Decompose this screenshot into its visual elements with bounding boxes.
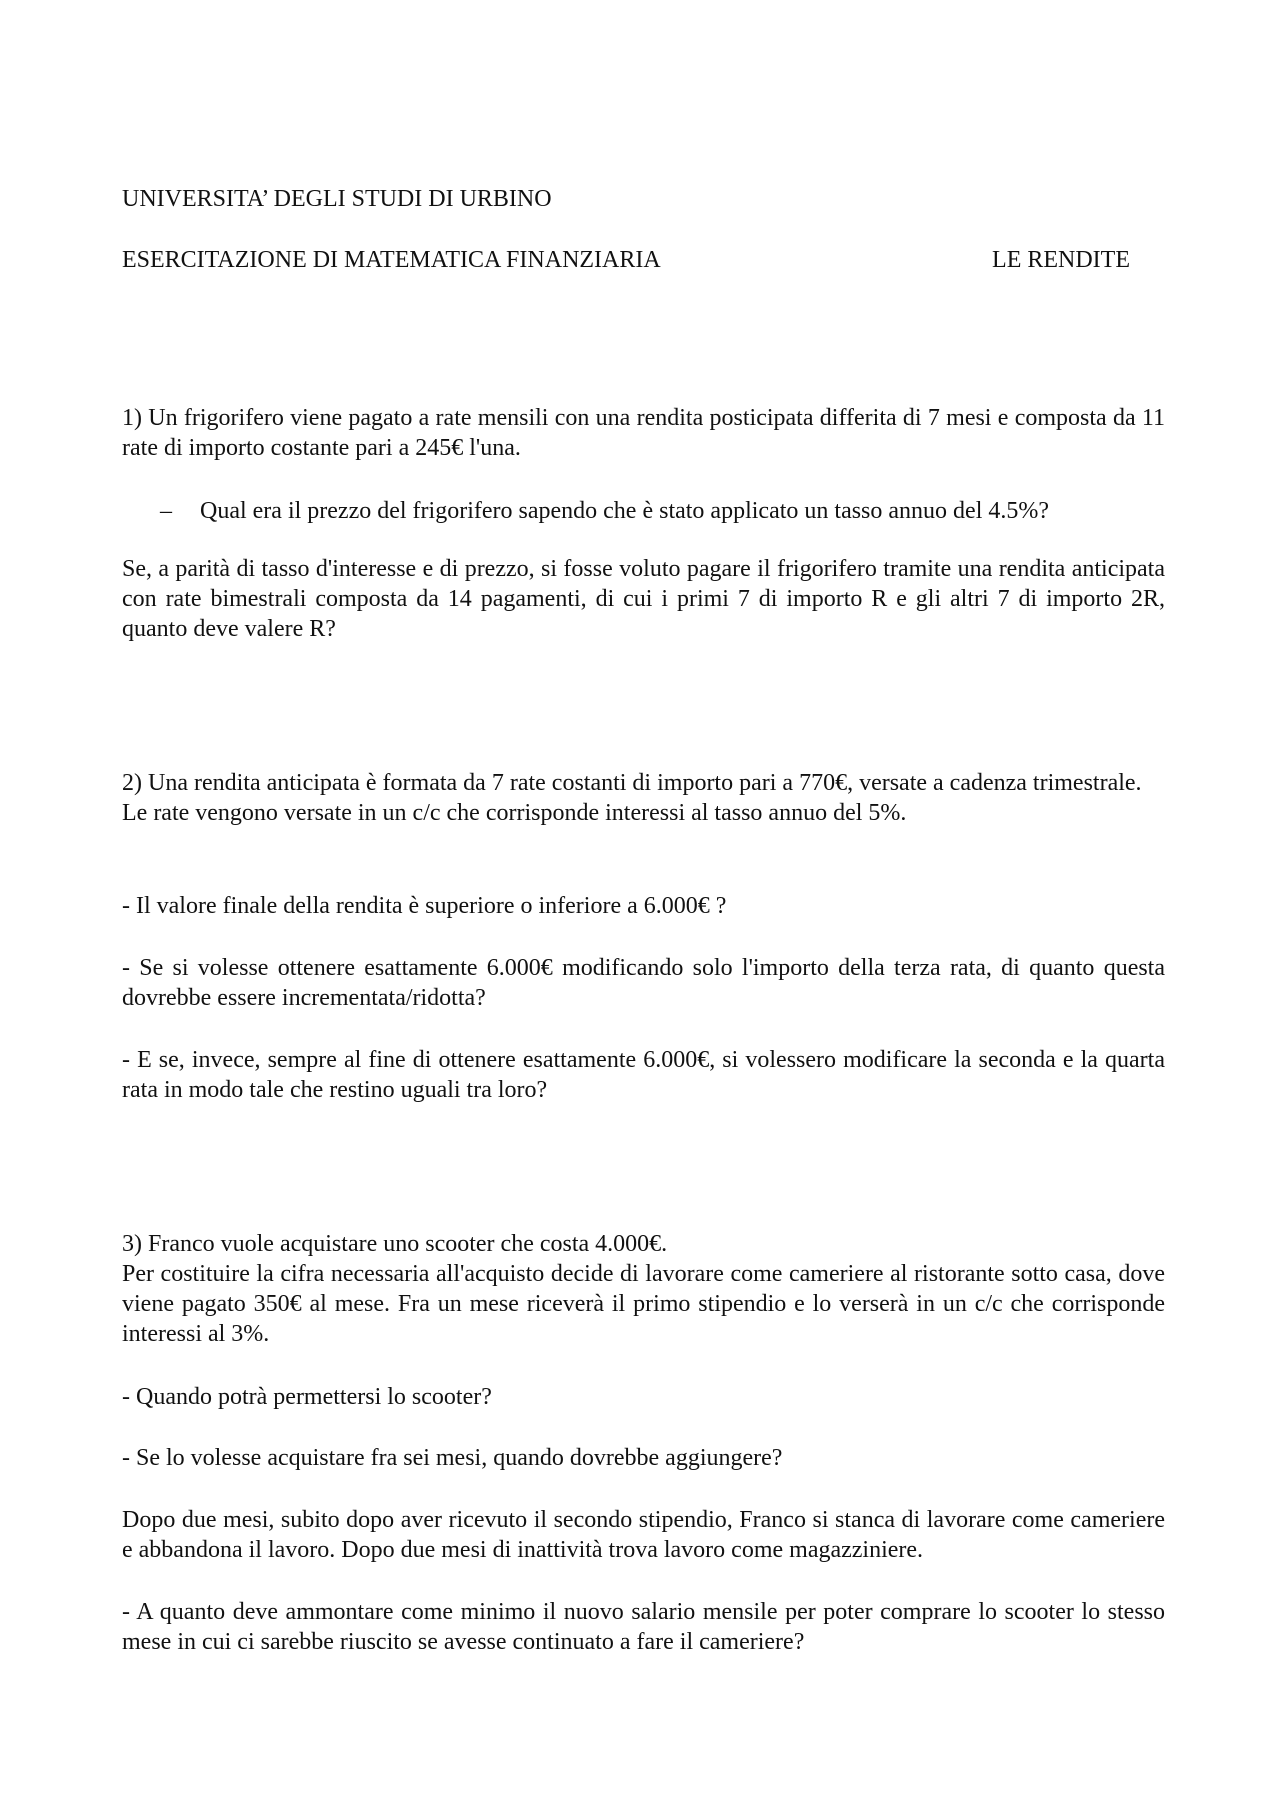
exercise-2-intro-rate-text: Le rate vengono versate in un c/c che corrisponde interessi al tasso annuo del 5%.: [122, 800, 907, 826]
course-title-line: [122, 245, 1165, 275]
university-name: UNIVERSITA’ DEGLI STUDI DI URBINO: [122, 186, 552, 212]
exercise-1-question-1: [160, 496, 1165, 526]
exercise-3-intro-text: 3) Franco vuole acquistare uno scooter che costa 4.000€.: [122, 1231, 668, 1257]
exercise-3-question-3: [122, 1597, 1165, 1657]
exercise-1-question-1-text: Qual era il prezzo del frigorifero sapendo che è stato applicato un tasso annuo del 4.5%?: [200, 498, 1050, 524]
exercise-2-intro: [122, 768, 1165, 828]
exercise-3-intro: [122, 1229, 1165, 1349]
exercise-2-question-2: [122, 953, 1165, 1013]
exercise-2-intro-text: 2) Una rendita anticipata è formata da 7 rate costanti di importo pari a 770€, versate a cadenza trimestrale.: [122, 770, 1142, 796]
exercise-3-question-2: [122, 1443, 1165, 1473]
topic-title: LE RENDITE: [992, 247, 1130, 273]
exercise-2-question-1: [122, 891, 1165, 921]
exercise-2-question-2-text: - Se si volesse ottenere esattamente 6.000€ modificando solo l'importo della terza rata, di quanto questa dovrebbe essere incrementata/ridotta?: [122, 955, 1165, 1011]
exercise-3-intro-details-text: Per costituire la cifra necessaria all'acquisto decide di lavorare come cameriere al ristorante sotto casa, dove viene pagato 350€ al mese. Fra un mese riceverà il primo stipendio e lo verserà in un c/c che corrisponde interessi al 3%.: [122, 1261, 1165, 1347]
course-title: ESERCITAZIONE DI MATEMATICA FINANZIARIA: [122, 247, 661, 273]
exercise-2-question-1-text: - Il valore finale della rendita è superiore o inferiore a 6.000€ ?: [122, 893, 727, 919]
dash-bullet: –: [160, 498, 172, 524]
exercise-2-question-3: [122, 1045, 1165, 1105]
exercise-3-question-2-text: - Se lo volesse acquistare fra sei mesi, quando dovrebbe aggiungere?: [122, 1445, 783, 1471]
exercise-1-intro-text: 1) Un frigorifero viene pagato a rate mensili con una rendita posticipata differita di 7 mesi e composta da 11 rate di importo costante pari a 245€ l'una.: [122, 405, 1165, 461]
exercise-3-question-1: [122, 1382, 1165, 1412]
exercise-3-question-3-text: - A quanto deve ammontare come minimo il nuovo salario mensile per poter comprare lo scooter lo stesso mese in cui ci sarebbe riuscito se avesse continuato a fare il cameriere?: [122, 1599, 1165, 1655]
exercise-2-question-3-text: - E se, invece, sempre al fine di ottenere esattamente 6.000€, si volessero modificare la seconda e la quarta rata in modo tale che restino uguali tra loro?: [122, 1047, 1165, 1103]
exercise-3-paragraph-text: Dopo due mesi, subito dopo aver ricevuto il secondo stipendio, Franco si stanca di lavorare come cameriere e abbandona il lavoro. Dopo due mesi di inattività trova lavoro come magazziniere.: [122, 1507, 1165, 1563]
exercise-3-question-1-text: - Quando potrà permettersi lo scooter?: [122, 1384, 492, 1410]
exercise-1-question-2-text: Se, a parità di tasso d'interesse e di prezzo, si fosse voluto pagare il frigorifero tramite una rendita anticipata con rate bimestrali composta da 14 pagamenti, di cui i primi 7 di importo R e gli altri 7 di importo 2R, quanto deve valere R?: [122, 556, 1165, 642]
exercise-1-intro: [122, 403, 1165, 463]
exercise-1-question-2: [122, 554, 1165, 644]
exercise-3-paragraph: [122, 1505, 1165, 1565]
